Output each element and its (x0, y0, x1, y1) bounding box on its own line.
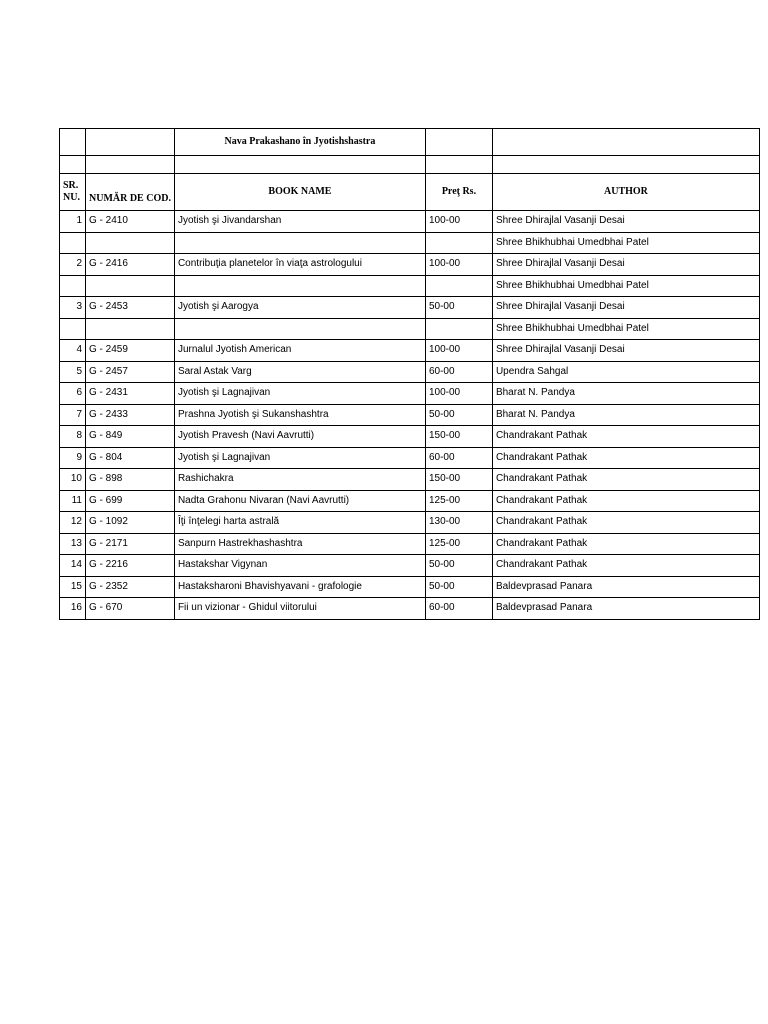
cell-book-name: Fii un vizionar - Ghidul viitorului (174, 598, 425, 620)
cell-empty (425, 129, 492, 156)
table-row (60, 211, 760, 233)
cell-code: G - 1092 (86, 512, 175, 534)
spacer-row (60, 156, 760, 174)
cell-price: 150-00 (425, 426, 492, 448)
cell-empty (492, 129, 759, 156)
table-row (60, 297, 760, 319)
cell-author: Shree Dhirajlal Vasanji Desai (492, 254, 759, 276)
cell-author: Chandrakant Pathak (492, 426, 759, 448)
sheet-title: Nava Prakashano în Jyotishshastra (174, 129, 425, 156)
cell-code: G - 2431 (86, 383, 175, 405)
cell-author: Chandrakant Pathak (492, 512, 759, 534)
table-row (60, 404, 760, 426)
cell-code: G - 2457 (86, 361, 175, 383)
cell-author: Shree Bhikhubhai Umedbhai Patel (492, 275, 759, 297)
cell-book-name: Jyotish Pravesh (Navi Aavrutti) (174, 426, 425, 448)
cell-empty (60, 156, 86, 174)
cell-code: G - 2171 (86, 533, 175, 555)
book-table (59, 128, 760, 620)
cell-price: 100-00 (425, 254, 492, 276)
table-row (60, 232, 760, 254)
cell-price: 150-00 (425, 469, 492, 491)
cell-author: Shree Dhirajlal Vasanji Desai (492, 340, 759, 362)
cell-author: Chandrakant Pathak (492, 469, 759, 491)
table-row (60, 576, 760, 598)
cell-book-name: Sanpurn Hastrekhashashtra (174, 533, 425, 555)
cell-price: 50-00 (425, 297, 492, 319)
cell-book-name: Contribuţia planetelor în viaţa astrologului (174, 254, 425, 276)
cell-book-name: Jyotish şi Aarogya (174, 297, 425, 319)
cell-empty (86, 156, 175, 174)
cell-code (86, 232, 175, 254)
cell-author: Shree Bhikhubhai Umedbhai Patel (492, 318, 759, 340)
cell-sr: 3 (60, 297, 86, 319)
table-row (60, 383, 760, 405)
cell-price (425, 318, 492, 340)
cell-sr: 6 (60, 383, 86, 405)
header-price: Preţ Rs. (425, 174, 492, 211)
cell-book-name: Jyotish şi Lagnajivan (174, 447, 425, 469)
cell-sr: 16 (60, 598, 86, 620)
cell-sr (60, 318, 86, 340)
cell-sr (60, 232, 86, 254)
cell-author: Baldevprasad Panara (492, 598, 759, 620)
cell-sr: 7 (60, 404, 86, 426)
cell-sr: 14 (60, 555, 86, 577)
header-sr: SR. NU. (60, 174, 86, 211)
cell-sr: 12 (60, 512, 86, 534)
cell-author: Chandrakant Pathak (492, 555, 759, 577)
cell-sr: 13 (60, 533, 86, 555)
cell-book-name: Jyotish şi Lagnajivan (174, 383, 425, 405)
table-row (60, 447, 760, 469)
cell-price: 100-00 (425, 211, 492, 233)
cell-author: Chandrakant Pathak (492, 490, 759, 512)
cell-sr (60, 275, 86, 297)
cell-sr: 10 (60, 469, 86, 491)
cell-sr: 11 (60, 490, 86, 512)
cell-book-name: Rashichakra (174, 469, 425, 491)
cell-empty (425, 156, 492, 174)
cell-empty (86, 129, 175, 156)
cell-code: G - 2410 (86, 211, 175, 233)
table-row (60, 426, 760, 448)
cell-code: G - 2216 (86, 555, 175, 577)
cell-book-name: Prashna Jyotish şi Sukanshashtra (174, 404, 425, 426)
table-row (60, 598, 760, 620)
cell-book-name (174, 318, 425, 340)
cell-price (425, 275, 492, 297)
title-row (60, 129, 760, 156)
cell-price: 100-00 (425, 340, 492, 362)
table-row (60, 490, 760, 512)
table-row (60, 318, 760, 340)
table-row (60, 275, 760, 297)
cell-sr: 2 (60, 254, 86, 276)
cell-book-name: Nadta Grahonu Nivaran (Navi Aavrutti) (174, 490, 425, 512)
cell-author: Baldevprasad Panara (492, 576, 759, 598)
cell-code (86, 275, 175, 297)
table-row (60, 361, 760, 383)
table-row (60, 512, 760, 534)
table-row (60, 340, 760, 362)
cell-book-name: Hastakshar Vigynan (174, 555, 425, 577)
cell-code: G - 2433 (86, 404, 175, 426)
cell-code: G - 2416 (86, 254, 175, 276)
cell-author: Shree Bhikhubhai Umedbhai Patel (492, 232, 759, 254)
cell-author: Bharat N. Pandya (492, 404, 759, 426)
cell-code: G - 699 (86, 490, 175, 512)
table-body (60, 211, 760, 620)
table-row (60, 555, 760, 577)
table-row (60, 254, 760, 276)
header-author: AUTHOR (492, 174, 759, 211)
header-book-name: BOOK NAME (174, 174, 425, 211)
cell-code: G - 804 (86, 447, 175, 469)
header-code: NUMĂR DE COD. (86, 174, 175, 211)
cell-empty (60, 129, 86, 156)
cell-book-name (174, 275, 425, 297)
cell-code: G - 849 (86, 426, 175, 448)
cell-price: 60-00 (425, 361, 492, 383)
cell-price: 50-00 (425, 576, 492, 598)
cell-code (86, 318, 175, 340)
cell-price: 60-00 (425, 598, 492, 620)
cell-code: G - 670 (86, 598, 175, 620)
table-row (60, 533, 760, 555)
cell-author: Chandrakant Pathak (492, 533, 759, 555)
cell-sr: 1 (60, 211, 86, 233)
cell-code: G - 2352 (86, 576, 175, 598)
cell-sr: 5 (60, 361, 86, 383)
cell-price: 125-00 (425, 490, 492, 512)
cell-author: Upendra Sahgal (492, 361, 759, 383)
cell-empty (492, 156, 759, 174)
cell-author: Shree Dhirajlal Vasanji Desai (492, 211, 759, 233)
cell-book-name: Îţi înţelegi harta astrală (174, 512, 425, 534)
cell-price: 100-00 (425, 383, 492, 405)
cell-book-name: Jurnalul Jyotish American (174, 340, 425, 362)
cell-sr: 8 (60, 426, 86, 448)
cell-sr: 4 (60, 340, 86, 362)
cell-price: 50-00 (425, 555, 492, 577)
cell-code: G - 898 (86, 469, 175, 491)
table-row (60, 469, 760, 491)
cell-book-name: Saral Astak Varg (174, 361, 425, 383)
cell-sr: 9 (60, 447, 86, 469)
cell-price: 125-00 (425, 533, 492, 555)
cell-book-name: Jyotish şi Jivandarshan (174, 211, 425, 233)
cell-code: G - 2453 (86, 297, 175, 319)
cell-price: 50-00 (425, 404, 492, 426)
cell-price: 130-00 (425, 512, 492, 534)
cell-sr: 15 (60, 576, 86, 598)
cell-book-name (174, 232, 425, 254)
cell-book-name: Hastaksharoni Bhavishyavani - grafologie (174, 576, 425, 598)
cell-price (425, 232, 492, 254)
cell-empty (174, 156, 425, 174)
cell-author: Bharat N. Pandya (492, 383, 759, 405)
header-row (60, 174, 760, 211)
cell-code: G - 2459 (86, 340, 175, 362)
cell-price: 60-00 (425, 447, 492, 469)
cell-author: Shree Dhirajlal Vasanji Desai (492, 297, 759, 319)
cell-author: Chandrakant Pathak (492, 447, 759, 469)
